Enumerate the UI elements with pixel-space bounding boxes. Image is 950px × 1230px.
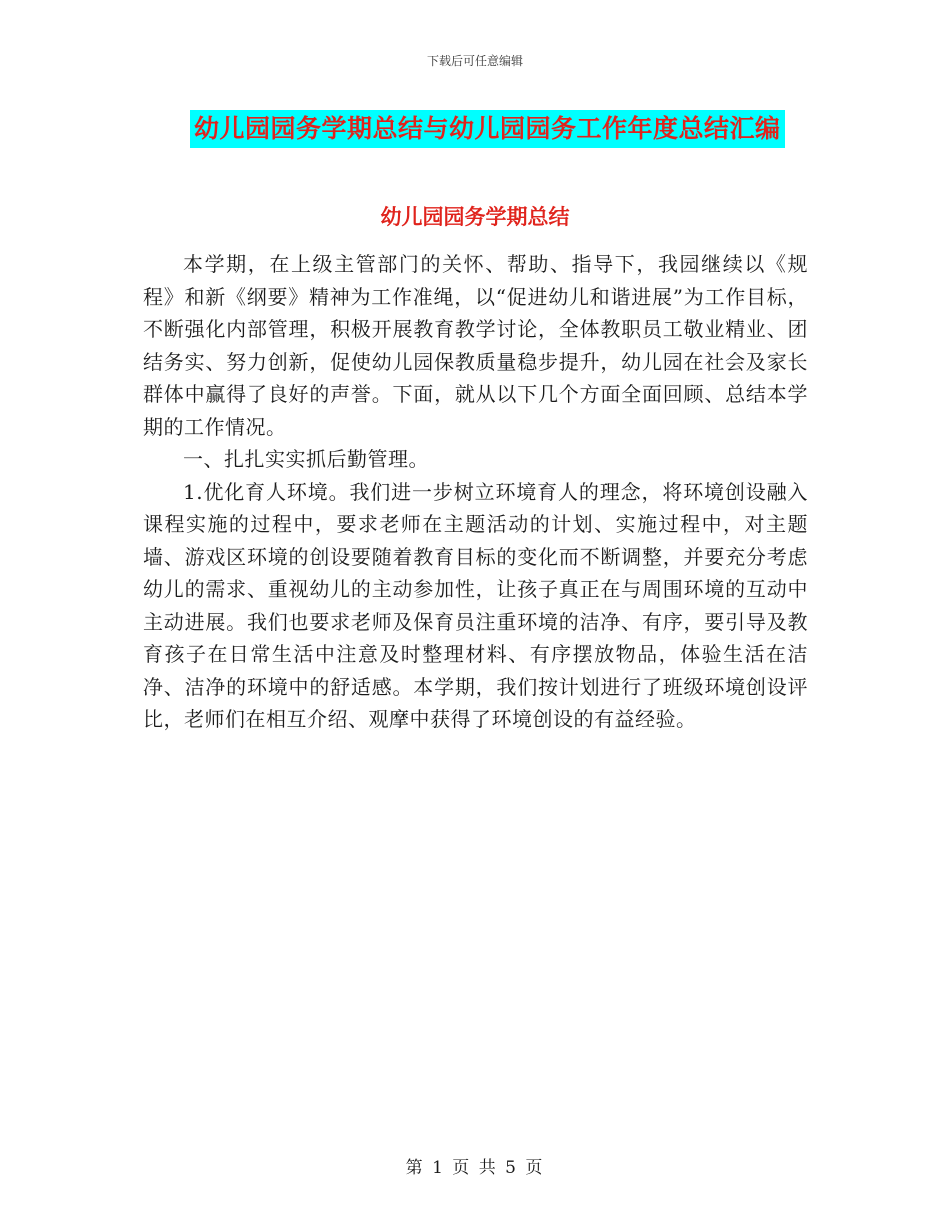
page-footer: 第 1 页 共 5 页 bbox=[405, 1158, 545, 1178]
header-note: 下载后可任意编辑 bbox=[426, 54, 523, 68]
paragraph-heading-logistics: 一、扎扎实实抓后勤管理。 bbox=[183, 447, 429, 471]
document-title: 幼儿园园务学期总结与幼儿园园务工作年度总结汇编 bbox=[190, 110, 785, 148]
document-body bbox=[143, 248, 808, 736]
paragraph-environment: 1.优化育人环境。我们进一步树立环境育人的理念，将环境创设融入课程实施的过程中，要求老师在主题活动的计划、实施过程中，对主题墙、游戏区环境的创设要随着教育目标的变化而不断调整，并要充分考虑幼儿的需求、重视幼儿的主动参加性，让孩子真正在与周围环境的互动中主动进展。我们也要求老师及保育员注重环境的洁净、有序，要引导及教育孩子在日常生活中注意及时整理材料、有序摆放物品，体验生活在洁净、洁净的环境中的舒适感。本学期，我们按计划进行了班级环境创设评比，老师们在相互介绍、观摩中获得了环境创设的有益经验。 bbox=[143, 479, 808, 731]
paragraph-intro: 本学期，在上级主管部门的关怀、帮助、指导下，我园继续以《规程》和新《纲要》精神为工作准绳，以“促进幼儿和谐进展”为工作目标，不断强化内部管理，积极开展教育教学讨论，全体教职员工敬业精业、团结务实、努力创新，促使幼儿园保教质量稳步提升，幼儿园在社会及家长群体中赢得了良好的声誉。下面，就从以下几个方面全面回顾、总结本学期的工作情况。 bbox=[143, 252, 808, 439]
section-title: 幼儿园园务学期总结 bbox=[380, 205, 570, 229]
